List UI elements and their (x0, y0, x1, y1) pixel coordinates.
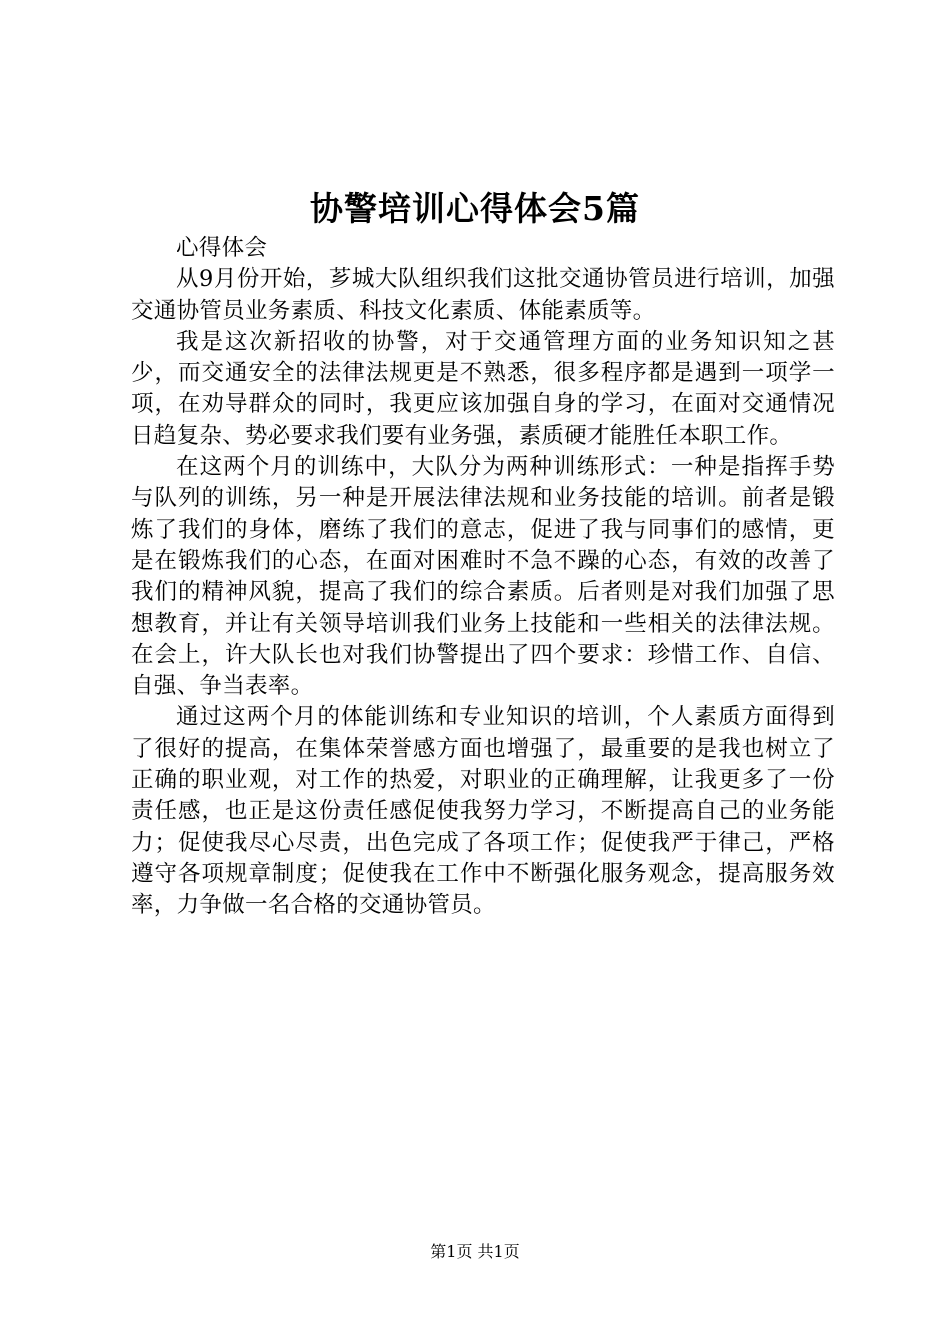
paragraph: 从9月份开始，芗城大队组织我们这批交通协管员进行培训，加强交通协管员业务素质、科技文化素质、体能素质等。 (131, 266, 835, 324)
paragraph-heading: 心得体会 (176, 235, 268, 261)
document-body (131, 233, 835, 922)
page-footer: 第1页 共1页 (430, 1242, 520, 1261)
page-title: 协警培训心得体会5篇 (310, 189, 640, 228)
paragraph: 我是这次新招收的协警，对于交通管理方面的业务知识知之甚少，而交通安全的法律法规更是不熟悉，很多程序都是遇到一项学一项，在劝导群众的同时，我更应该加强自身的学习，在面对交通情况日趋复杂、势必要求我们要有业务强，素质硬才能胜任本职工作。 (131, 328, 835, 449)
paragraph: 通过这两个月的体能训练和专业知识的培训，个人素质方面得到了很好的提高，在集体荣誉感方面也增强了，最重要的是我也树立了正确的职业观，对工作的热爱，对职业的正确理解，让我更多了一份责任感，也正是这份责任感促使我努力学习，不断提高自己的业务能力；促使我尽心尽责，出色完成了各项工作；促使我严于律己，严格遵守各项规章制度；促使我在工作中不断强化服务观念，提高服务效率，力争做一名合格的交通协管员。 (131, 704, 835, 919)
paragraph: 在这两个月的训练中，大队分为两种训练形式：一种是指挥手势与队列的训练，另一种是开展法律法规和业务技能的培训。前者是锻炼了我们的身体，磨练了我们的意志，促进了我与同事们的感情，更是在锻炼我们的心态，在面对困难时不急不躁的心态，有效的改善了我们的精神风貌，提高了我们的综合素质。后者则是对我们加强了思想教育，并让有关领导培训我们业务上技能和一些相关的法律法规。在会上，许大队长也对我们协警提出了四个要求：珍惜工作、自信、自强、争当表率。 (131, 454, 835, 700)
